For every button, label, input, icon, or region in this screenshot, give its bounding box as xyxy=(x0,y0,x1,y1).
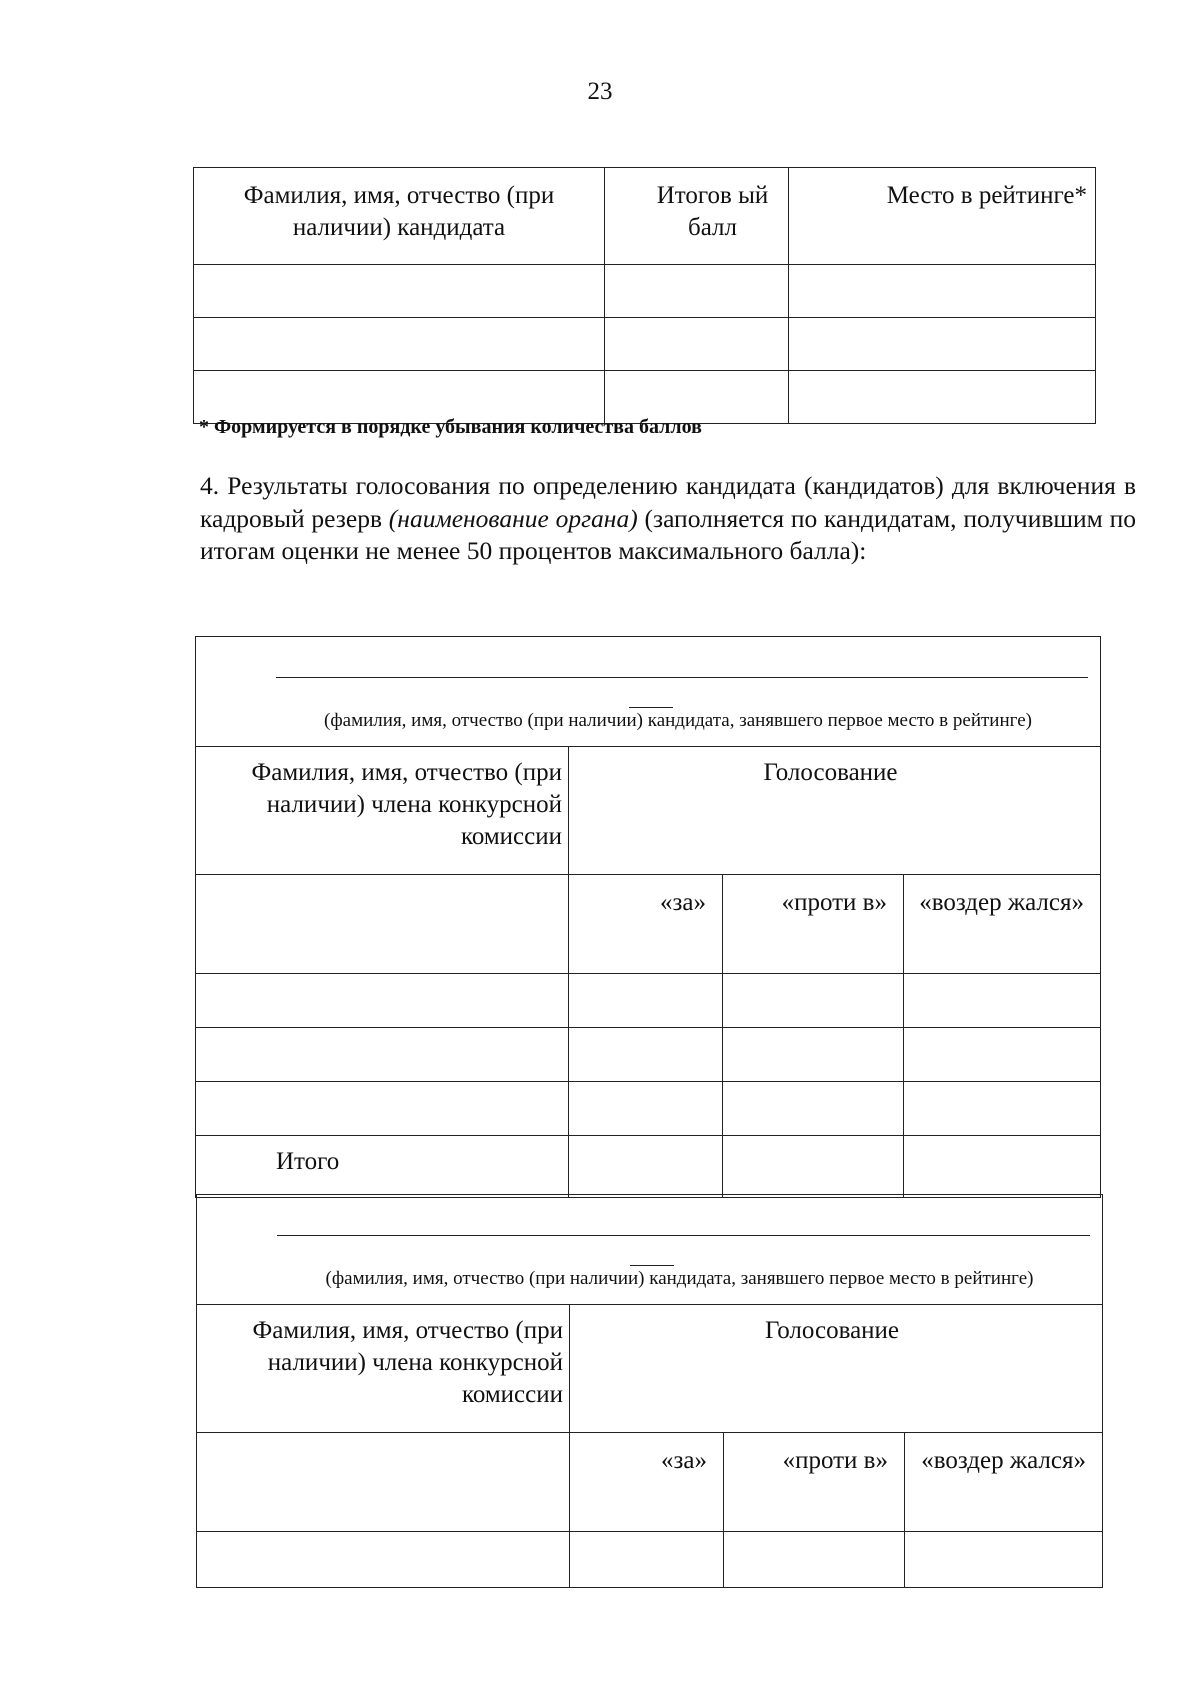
options-blank-cell xyxy=(196,875,569,974)
underline-mark xyxy=(630,1265,674,1266)
total-row xyxy=(196,1136,1101,1198)
col-voting: Голосование xyxy=(569,747,1101,875)
section-4-paragraph xyxy=(200,470,1136,568)
table-row xyxy=(196,1082,1101,1136)
candidate-cell xyxy=(196,637,1101,747)
page-number: 23 xyxy=(587,78,613,105)
score-cell[interactable] xyxy=(605,265,789,318)
member-cell[interactable] xyxy=(196,1028,569,1082)
table-row xyxy=(194,265,1096,318)
candidate-caption: (фамилия, имя, отчество (при наличии) кандидата, занявшего первое место в рейтинге) xyxy=(325,1268,1034,1289)
for-cell[interactable] xyxy=(570,1532,724,1588)
option-for: «за» xyxy=(569,875,723,974)
total-abstain-cell[interactable] xyxy=(904,1136,1101,1198)
for-cell[interactable] xyxy=(569,1028,723,1082)
total-against-cell[interactable] xyxy=(723,1136,904,1198)
table-row xyxy=(196,974,1101,1028)
option-against: «проти в» xyxy=(723,875,904,974)
place-cell[interactable] xyxy=(789,265,1096,318)
abstain-cell[interactable] xyxy=(904,1028,1101,1082)
table-row xyxy=(194,318,1096,371)
rating-table-header xyxy=(194,168,1096,265)
voting-table xyxy=(196,1194,1103,1588)
place-cell[interactable] xyxy=(789,371,1096,424)
option-abstain: «воздер жался» xyxy=(904,875,1101,974)
option-for: «за» xyxy=(570,1433,724,1532)
options-blank-cell xyxy=(197,1433,570,1532)
underline-mark xyxy=(629,707,673,708)
for-cell[interactable] xyxy=(569,974,723,1028)
candidate-row xyxy=(196,637,1101,747)
voting-options-row xyxy=(197,1433,1103,1532)
rating-footnote: * Формируется в порядке убывания количества баллов xyxy=(199,416,702,438)
total-label: Итого xyxy=(196,1136,569,1198)
voting-options-row xyxy=(196,875,1101,974)
against-cell[interactable] xyxy=(723,974,904,1028)
candidate-row xyxy=(197,1195,1103,1305)
voting-header-row xyxy=(197,1305,1103,1433)
option-against: «проти в» xyxy=(724,1433,905,1532)
score-cell[interactable] xyxy=(605,318,789,371)
against-cell[interactable] xyxy=(723,1028,904,1082)
section-italic-organ: (наименование органа) xyxy=(388,503,638,533)
abstain-cell[interactable] xyxy=(904,974,1101,1028)
col-candidate-name: Фамилия, имя, отчество (при наличии) кандидата xyxy=(194,168,605,265)
total-for-cell[interactable] xyxy=(569,1136,723,1198)
rating-table xyxy=(193,167,1096,424)
table-row xyxy=(196,1028,1101,1082)
abstain-cell[interactable] xyxy=(904,1082,1101,1136)
col-member-name: Фамилия, имя, отчество (при наличии) члена конкурсной комиссии xyxy=(196,747,569,875)
section-number: 4. xyxy=(200,471,220,500)
col-rating-place: Место в рейтинге* xyxy=(789,168,1096,265)
abstain-cell[interactable] xyxy=(905,1532,1103,1588)
place-cell[interactable] xyxy=(789,318,1096,371)
name-cell[interactable] xyxy=(194,318,605,371)
for-cell[interactable] xyxy=(569,1082,723,1136)
candidate-name-line[interactable] xyxy=(277,1235,1090,1236)
candidate-caption: (фамилия, имя, отчество (при наличии) кандидата, занявшего первое место в рейтинге) xyxy=(324,710,1032,731)
candidate-name-line[interactable] xyxy=(276,677,1088,678)
against-cell[interactable] xyxy=(723,1082,904,1136)
against-cell[interactable] xyxy=(724,1532,905,1588)
section-text: Результаты голосования по определению кандидата (кандидатов) для включения в кадровый резерв xyxy=(200,471,1136,533)
voting-header-row xyxy=(196,747,1101,875)
option-abstain: «воздер жался» xyxy=(905,1433,1103,1532)
col-total-score: Итогов ый балл xyxy=(605,168,789,265)
table-row xyxy=(197,1532,1103,1588)
member-cell[interactable] xyxy=(196,1082,569,1136)
voting-table xyxy=(195,636,1101,1198)
section-text-continued: (заполняется по кандидатам, получившим по итогам оценки не менее 50 процентов максимального балла): xyxy=(200,503,1137,565)
candidate-cell xyxy=(197,1195,1103,1305)
col-member-name: Фамилия, имя, отчество (при наличии) члена конкурсной комиссии xyxy=(197,1305,570,1433)
member-cell[interactable] xyxy=(197,1532,570,1588)
member-cell[interactable] xyxy=(196,974,569,1028)
col-voting: Голосование xyxy=(570,1305,1103,1433)
name-cell[interactable] xyxy=(194,265,605,318)
